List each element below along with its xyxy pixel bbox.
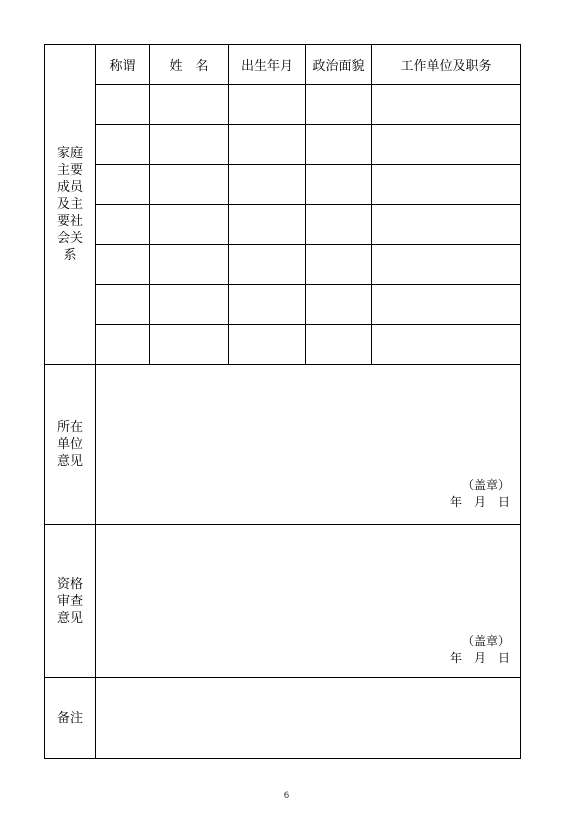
family-member-cell[interactable] xyxy=(229,165,306,205)
remarks-label: 备注 xyxy=(56,710,83,726)
family-member-cell[interactable] xyxy=(306,125,372,165)
family-member-cell[interactable] xyxy=(306,205,372,245)
seal-text: （盖章） xyxy=(461,634,510,648)
qualification-review-label: 资格审查意见 xyxy=(56,576,83,626)
family-member-cell[interactable] xyxy=(96,325,150,365)
family-member-cell[interactable] xyxy=(306,325,372,365)
family-member-cell[interactable] xyxy=(372,205,521,245)
family-member-cell[interactable] xyxy=(229,125,306,165)
header-birth-date: 出生年月 xyxy=(229,45,306,85)
family-member-cell[interactable] xyxy=(96,125,150,165)
family-member-cell[interactable] xyxy=(96,85,150,125)
registration-form-table xyxy=(44,44,521,759)
family-member-row xyxy=(45,85,521,125)
family-member-cell[interactable] xyxy=(372,285,521,325)
family-member-cell[interactable] xyxy=(150,325,229,365)
header-political-status: 政治面貌 xyxy=(306,45,372,85)
family-member-cell[interactable] xyxy=(306,85,372,125)
header-name: 姓 名 xyxy=(150,45,229,85)
family-member-row xyxy=(45,285,521,325)
date-text: 年 月 日 xyxy=(449,495,510,509)
family-member-cell[interactable] xyxy=(229,285,306,325)
family-member-cell[interactable] xyxy=(306,245,372,285)
family-member-cell[interactable] xyxy=(96,165,150,205)
header-work-unit-position: 工作单位及职务 xyxy=(372,45,521,85)
family-member-cell[interactable] xyxy=(229,205,306,245)
family-member-cell[interactable] xyxy=(150,245,229,285)
family-member-cell[interactable] xyxy=(96,245,150,285)
family-member-cell[interactable] xyxy=(372,245,521,285)
unit-opinion-seal-block xyxy=(450,477,510,511)
family-member-cell[interactable] xyxy=(150,125,229,165)
family-member-row xyxy=(45,125,521,165)
family-member-cell[interactable] xyxy=(372,165,521,205)
family-member-cell[interactable] xyxy=(150,85,229,125)
family-members-label-cell xyxy=(45,45,96,365)
family-member-cell[interactable] xyxy=(150,285,229,325)
family-member-cell[interactable] xyxy=(150,165,229,205)
family-member-cell[interactable] xyxy=(96,285,150,325)
family-member-row xyxy=(45,205,521,245)
qualification-review-label-cell xyxy=(45,525,96,678)
family-member-cell[interactable] xyxy=(372,325,521,365)
family-members-label: 家庭主要成员及主要社会关系 xyxy=(56,146,83,263)
remarks-row xyxy=(45,678,521,759)
family-member-cell[interactable] xyxy=(306,165,372,205)
unit-opinion-label-cell xyxy=(45,365,96,525)
family-member-cell[interactable] xyxy=(372,85,521,125)
family-member-cell[interactable] xyxy=(229,325,306,365)
qualification-review-row xyxy=(45,525,521,678)
family-member-cell[interactable] xyxy=(306,285,372,325)
qualification-review-seal-block xyxy=(450,633,510,667)
family-member-row xyxy=(45,165,521,205)
unit-opinion-label: 所在单位意见 xyxy=(56,420,83,469)
family-member-cell[interactable] xyxy=(229,85,306,125)
family-member-row xyxy=(45,245,521,285)
family-member-cell[interactable] xyxy=(96,205,150,245)
date-text: 年 月 日 xyxy=(449,651,510,665)
unit-opinion-content[interactable] xyxy=(96,365,521,525)
remarks-content[interactable] xyxy=(96,678,521,759)
family-member-cell[interactable] xyxy=(150,205,229,245)
header-title: 称谓 xyxy=(96,45,150,85)
page-number: 6 xyxy=(283,791,290,801)
remarks-label-cell xyxy=(45,678,96,759)
seal-text: （盖章） xyxy=(461,478,510,492)
family-member-cell[interactable] xyxy=(372,125,521,165)
family-member-cell[interactable] xyxy=(229,245,306,285)
unit-opinion-row xyxy=(45,365,521,525)
family-member-row xyxy=(45,325,521,365)
qualification-review-content[interactable] xyxy=(96,525,521,678)
